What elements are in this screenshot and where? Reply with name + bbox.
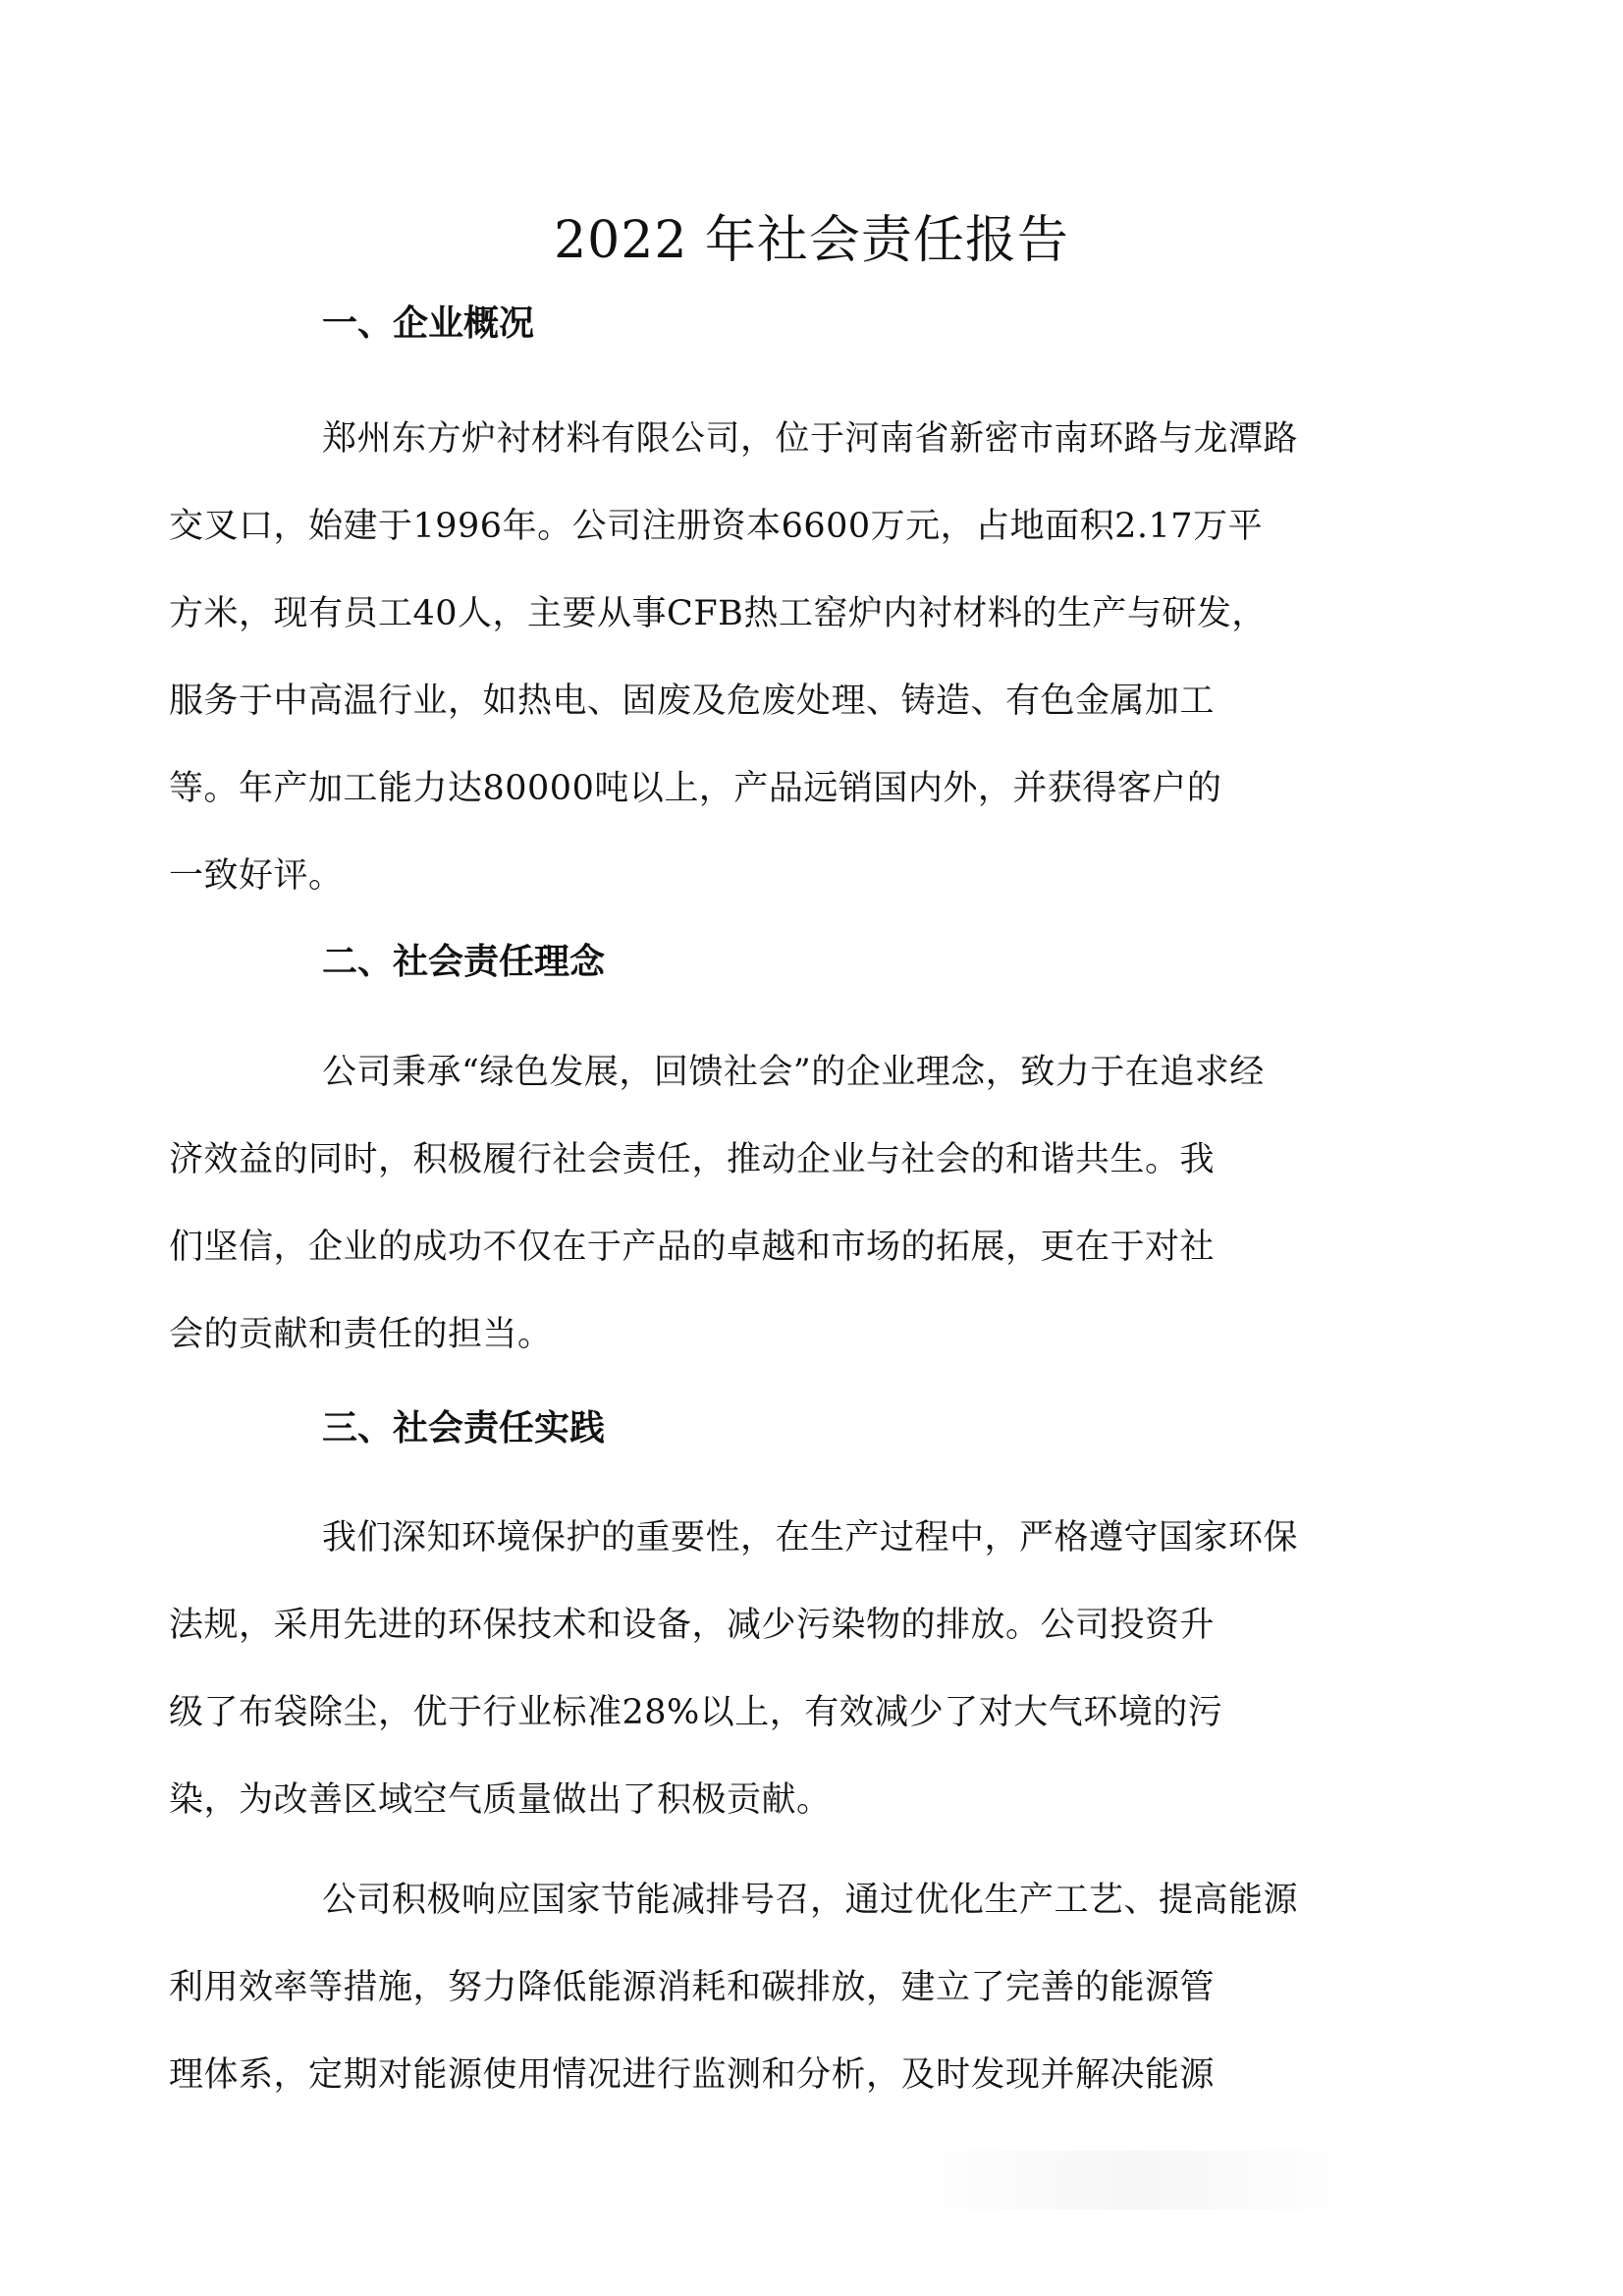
paragraph-responsibility-philosophy [169,1029,1380,1379]
text-line: 服务于中高温行业，如热电、固废及危废处理、铸造、有色金属加工 [169,682,1216,721]
paragraph-energy-saving [169,1857,1380,2119]
text-line: 理体系，定期对能源使用情况进行监测和分析，及时发现并解决能源 [169,2055,1216,2095]
text-line: 济效益的同时，积极履行社会责任，推动企业与社会的和谐共生。我 [169,1140,1216,1179]
text-line: 级了布袋除尘，优于行业标准28%以上，有效减少了对大气环境的污 [169,1693,1223,1732]
text-line: 利用效率等措施，努力降低能源消耗和碳排放，建立了完善的能源管 [169,1968,1216,2007]
scan-artifact [903,2151,1365,2210]
text-line: 染，为改善区域空气质量做出了积极贡献。 [169,1780,832,1820]
text-line: 会的贡献和责任的担当。 [169,1315,553,1354]
text-line: 们坚信，企业的成功不仅在于产品的卓越和市场的拓展，更在于对社 [169,1228,1216,1267]
text-line: 郑州东方炉衬材料有限公司，位于河南省新密市南环路与龙潭路 [322,419,1299,459]
text-line: 我们深知环境保护的重要性，在生产过程中，严格遵守国家环保 [322,1518,1299,1558]
paragraph-environmental-protection [169,1495,1380,1844]
paragraph-company-overview [169,396,1380,920]
section-heading-practice: 三、社会责任实践 [322,1408,606,1449]
text-line: 方米，现有员工40人，主要从事CFB热工窑炉内衬材料的生产与研发， [169,594,1267,633]
text-line: 公司秉承“绿色发展，回馈社会”的企业理念，致力于在追求经 [322,1053,1265,1092]
text-line: 一致好评。 [169,856,344,896]
page-title: 2022 年社会责任报告 [554,211,1069,270]
section-heading-overview: 一、企业概况 [322,303,535,344]
section-heading-philosophy: 二、社会责任理念 [322,942,606,982]
text-line: 公司积极响应国家节能减排号召，通过优化生产工艺、提高能源 [322,1881,1299,1920]
text-line: 法规，采用先进的环保技术和设备，减少污染物的排放。公司投资升 [169,1606,1216,1645]
text-line: 交叉口，始建于1996年。公司注册资本6600万元，占地面积2.17万平 [169,507,1264,546]
text-line: 等。年产加工能力达80000吨以上，产品远销国内外，并获得客户的 [169,769,1222,808]
